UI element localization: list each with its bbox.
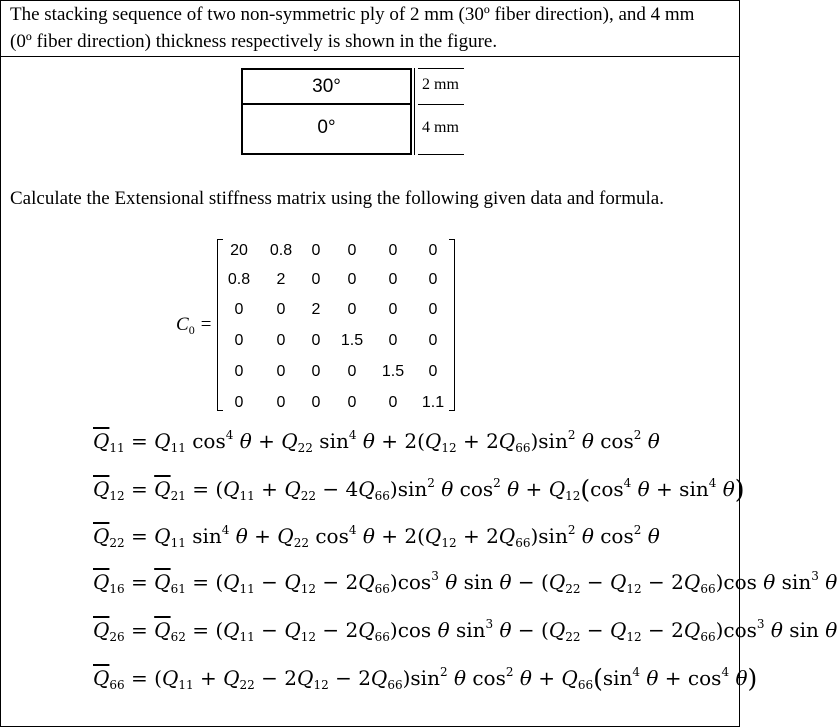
equation-q22: $\overline{Q}_{22} = Q_{11}$ $\sin^4 \theta + Q_{22}$ $\cos^4 \theta + 2(Q_{12} + 2Q_{66})\sin^2$ θ $\cos^2 \theta$: [93, 523, 660, 550]
equation-q16: $\overline{Q}_{16} = \overline{Q}_{61} = (Q_{11} - Q_{12} - 2Q_{66})\cos^3$ θ $\sin \theta - (Q_{22} - Q_{12} - 2Q_{66})\cos$ θ $\sin^3 \theta$: [93, 569, 837, 596]
equation-q66: $\overline{Q}_{66} = (Q_{11} + Q_{22} - 2Q_{12} - 2Q_{66})\sin^2$ θ $\cos^2 \theta + Q_{66}(\sin^4$ $\theta + \cos^4 \theta$): [93, 664, 758, 693]
matrix-cell: 1.1: [421, 394, 445, 411]
matrix-subscript: 0: [188, 323, 195, 337]
matrix-cell: 0: [428, 332, 438, 349]
thickness-axis: [414, 68, 415, 155]
thickness-rule-mid: [418, 104, 464, 105]
matrix-cell: 0: [234, 363, 244, 380]
intro-line-1: The stacking sequence of two non-symmetric ply of 2 mm (30º fiber direction), and 4 mm: [10, 4, 695, 25]
matrix-cell: 0: [234, 301, 244, 318]
matrix-cell: 0: [388, 271, 398, 288]
matrix-cell: 0: [347, 242, 357, 259]
matrix-cell: 0: [311, 394, 321, 411]
matrix-label: [176, 314, 212, 338]
thickness-rule-top: [418, 68, 464, 69]
matrix-cell: 0: [428, 242, 438, 259]
matrix-symbol: C: [176, 314, 189, 335]
matrix-cell: 0: [276, 301, 286, 318]
matrix-cell: 0: [311, 242, 321, 259]
equation-q12: $\overline{Q}_{12} = \overline{Q}_{21} = (Q_{11} + Q_{22} - 4Q_{66})\sin^2$ θ $\cos^2 \theta + Q_{12}(\cos^4$ $\theta + \sin^4 \theta$): [93, 475, 745, 504]
matrix-cell: 2: [276, 271, 286, 288]
matrix-cell: 0: [347, 271, 357, 288]
matrix-right-bracket: [449, 239, 455, 411]
ply-bottom-angle: 0°: [317, 117, 336, 138]
matrix-cell: 0: [428, 301, 438, 318]
matrix-cell: 0: [428, 271, 438, 288]
ply-top-angle: 30°: [312, 76, 341, 97]
matrix-cell: 2: [311, 301, 321, 318]
matrix-cell: 0: [347, 363, 357, 380]
matrix-cell: 0: [311, 363, 321, 380]
matrix-cell: 0: [388, 301, 398, 318]
question-text: Calculate the Extensional stiffness matrix using the following given data and formula.: [10, 188, 664, 209]
matrix-cell: 0: [428, 363, 438, 380]
matrix-cell: 0: [388, 394, 398, 411]
ply-bottom-thickness: 4 mm: [422, 119, 459, 136]
ply-bottom: [241, 103, 412, 155]
equation-q26: $\overline{Q}_{26} = \overline{Q}_{62} = (Q_{11} - Q_{12} - 2Q_{66})\cos$ θ $\sin^3 \theta - (Q_{22} - Q_{12} - 2Q_{66})\cos^3$ θ sin θ: [93, 617, 837, 644]
matrix-cell: 0: [388, 332, 398, 349]
matrix-cell: 0: [388, 242, 398, 259]
matrix-cell: 0: [347, 394, 357, 411]
header-divider: [0, 56, 740, 57]
matrix-cell: 0: [276, 332, 286, 349]
matrix-cell: 0: [234, 332, 244, 349]
intro-line-2: (0º fiber direction) thickness respectively is shown in the figure.: [10, 31, 498, 52]
matrix-left-bracket: [217, 239, 223, 411]
ply-top-thickness: 2 mm: [422, 76, 459, 93]
matrix-cell: 0: [311, 271, 321, 288]
matrix-cell: 0: [347, 301, 357, 318]
matrix-cell: 0: [234, 394, 244, 411]
matrix-cell: 0: [276, 363, 286, 380]
thickness-rule-bottom: [418, 154, 464, 155]
matrix-cell: 1.5: [340, 332, 364, 349]
matrix-cell: 0.8: [227, 271, 251, 288]
ply-top: [241, 68, 412, 105]
equation-q11: $\overline{Q}_{11} = Q_{11}$ $\cos^4 \theta + Q_{22}$ $\sin^4 \theta + 2(Q_{12} + 2Q_{66})\sin^2$ θ $\cos^2 \theta$: [93, 428, 660, 455]
matrix-cell: 1.5: [381, 363, 405, 380]
matrix-cell: 20: [230, 242, 248, 259]
matrix-cell: 0: [276, 394, 286, 411]
matrix-cell: 0: [311, 332, 321, 349]
matrix-cell: 0.8: [269, 242, 293, 259]
matrix-equals: =: [199, 314, 213, 335]
